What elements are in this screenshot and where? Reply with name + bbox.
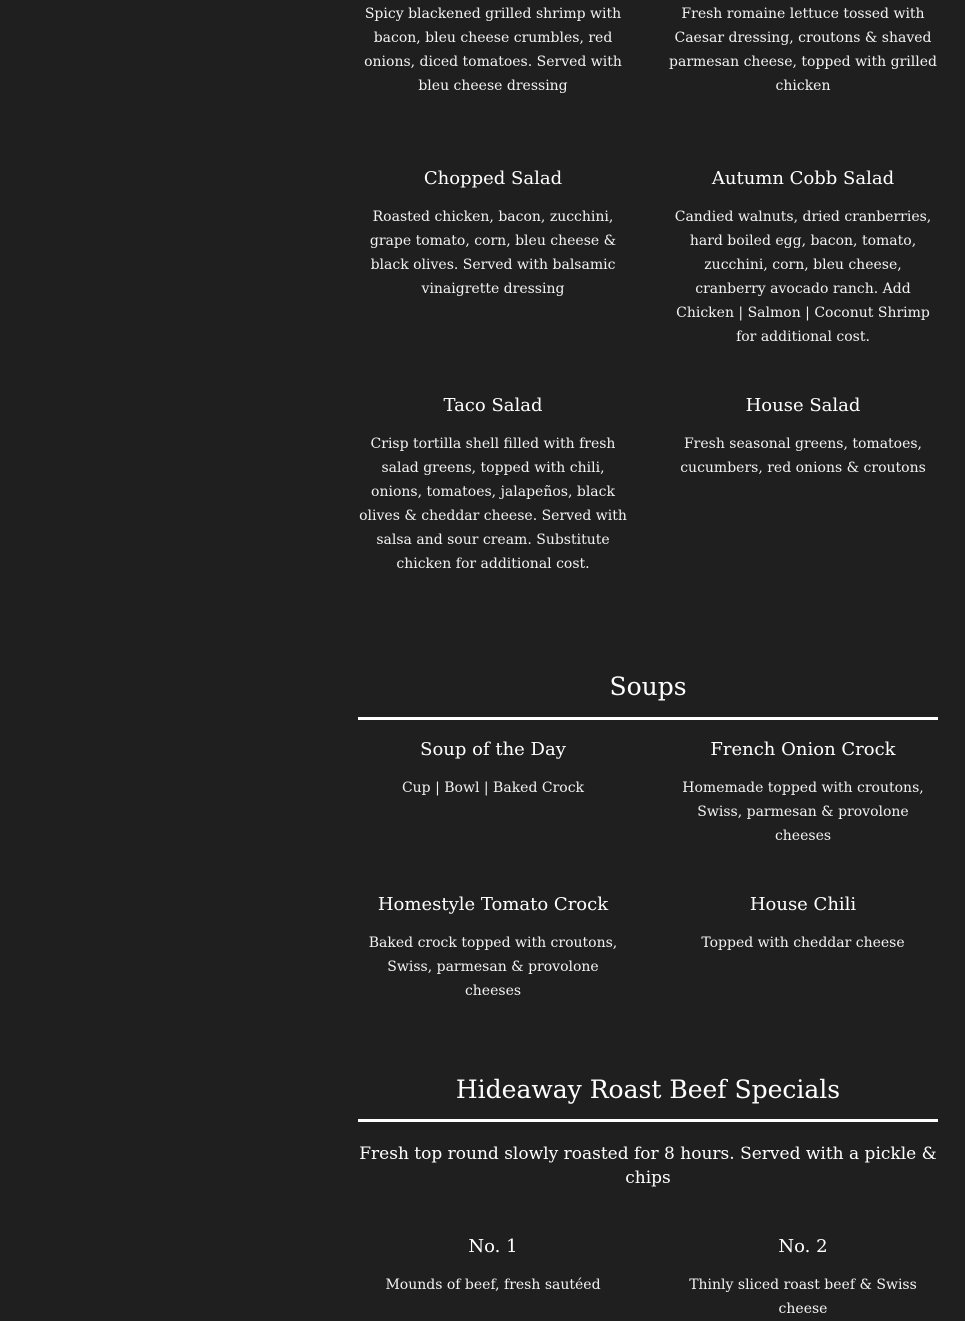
item-title: Chopped Salad <box>423 168 563 189</box>
menu-item-homestyle-tomato-crock <box>358 893 628 1003</box>
soup-row <box>358 738 938 848</box>
item-title: French Onion Crock <box>710 739 896 760</box>
section-divider <box>358 1119 938 1122</box>
item-title: No. 2 <box>778 1236 828 1257</box>
item-description: Roasted chicken, bacon, zucchini, grape tomato, corn, bleu cheese & black olives. Served with balsamic vinaigrette dressing <box>369 209 617 297</box>
item-title: House Chili <box>749 894 857 915</box>
salad-row <box>358 394 938 576</box>
item-title: Soup of the Day <box>420 739 566 760</box>
menu-item-autumn-cobb-salad <box>668 167 938 349</box>
item-description: Topped with cheddar cheese <box>701 935 905 951</box>
item-title: No. 1 <box>468 1236 518 1257</box>
item-description: Fresh romaine lettuce tossed with Caesar dressing, croutons & shaved parmesan cheese, topped with grilled chicken <box>669 6 937 94</box>
item-description: Spicy blackened grilled shrimp with bacon, bleu cheese crumbles, red onions, diced tomatoes. Served with bleu cheese dressing <box>364 6 622 94</box>
item-title: Taco Salad <box>443 395 543 416</box>
salad-row-top <box>358 2 938 98</box>
item-description: Cup | Bowl | Baked Crock <box>401 780 585 796</box>
menu-item <box>668 2 938 98</box>
item-title: Autumn Cobb Salad <box>711 168 895 189</box>
menu-item-taco-salad <box>358 394 628 576</box>
section-divider <box>358 717 938 720</box>
menu-item-house-salad <box>668 394 938 576</box>
soup-row <box>358 893 938 1003</box>
salad-row <box>358 167 938 349</box>
section-title-roast-beef: Hideaway Roast Beef Specials <box>455 1075 841 1104</box>
item-description: Homemade topped with croutons, Swiss, parmesan & provolone cheeses <box>682 780 924 844</box>
section-title-soups: Soups <box>609 672 687 701</box>
roast-beef-row <box>358 1235 938 1321</box>
menu-item-chopped-salad <box>358 167 628 349</box>
menu-item-no-2 <box>668 1235 938 1321</box>
item-title: Homestyle Tomato Crock <box>377 894 609 915</box>
item-description: Candied walnuts, dried cranberries, hard boiled egg, bacon, tomato, zucchini, corn, bleu cheese, cranberry avocado ranch. Add Chicken | Salmon | Coconut Shrimp for additional cost. <box>674 209 932 345</box>
menu-item <box>358 2 628 98</box>
item-title: House Salad <box>745 395 861 416</box>
section-note: Fresh top round slowly roasted for 8 hours. Served with a pickle & chips <box>359 1144 937 1188</box>
item-description: Mounds of beef, fresh sautéed <box>385 1277 601 1293</box>
menu-item-house-chili <box>668 893 938 1003</box>
menu-item-no-1 <box>358 1235 628 1321</box>
item-description: Baked crock topped with croutons, Swiss, parmesan & provolone cheeses <box>368 935 618 999</box>
item-description: Crisp tortilla shell filled with fresh salad greens, topped with chili, onions, tomatoes, jalapeños, black olives & cheddar cheese. Served with salsa and sour cream. Substitute chicken for additional cost. <box>359 436 627 572</box>
menu-item-soup-of-the-day <box>358 738 628 848</box>
item-description: Fresh seasonal greens, tomatoes, cucumbers, red onions & croutons <box>680 436 926 476</box>
item-description: Thinly sliced roast beef & Swiss cheese <box>689 1277 917 1317</box>
menu-item-french-onion-crock <box>668 738 938 848</box>
